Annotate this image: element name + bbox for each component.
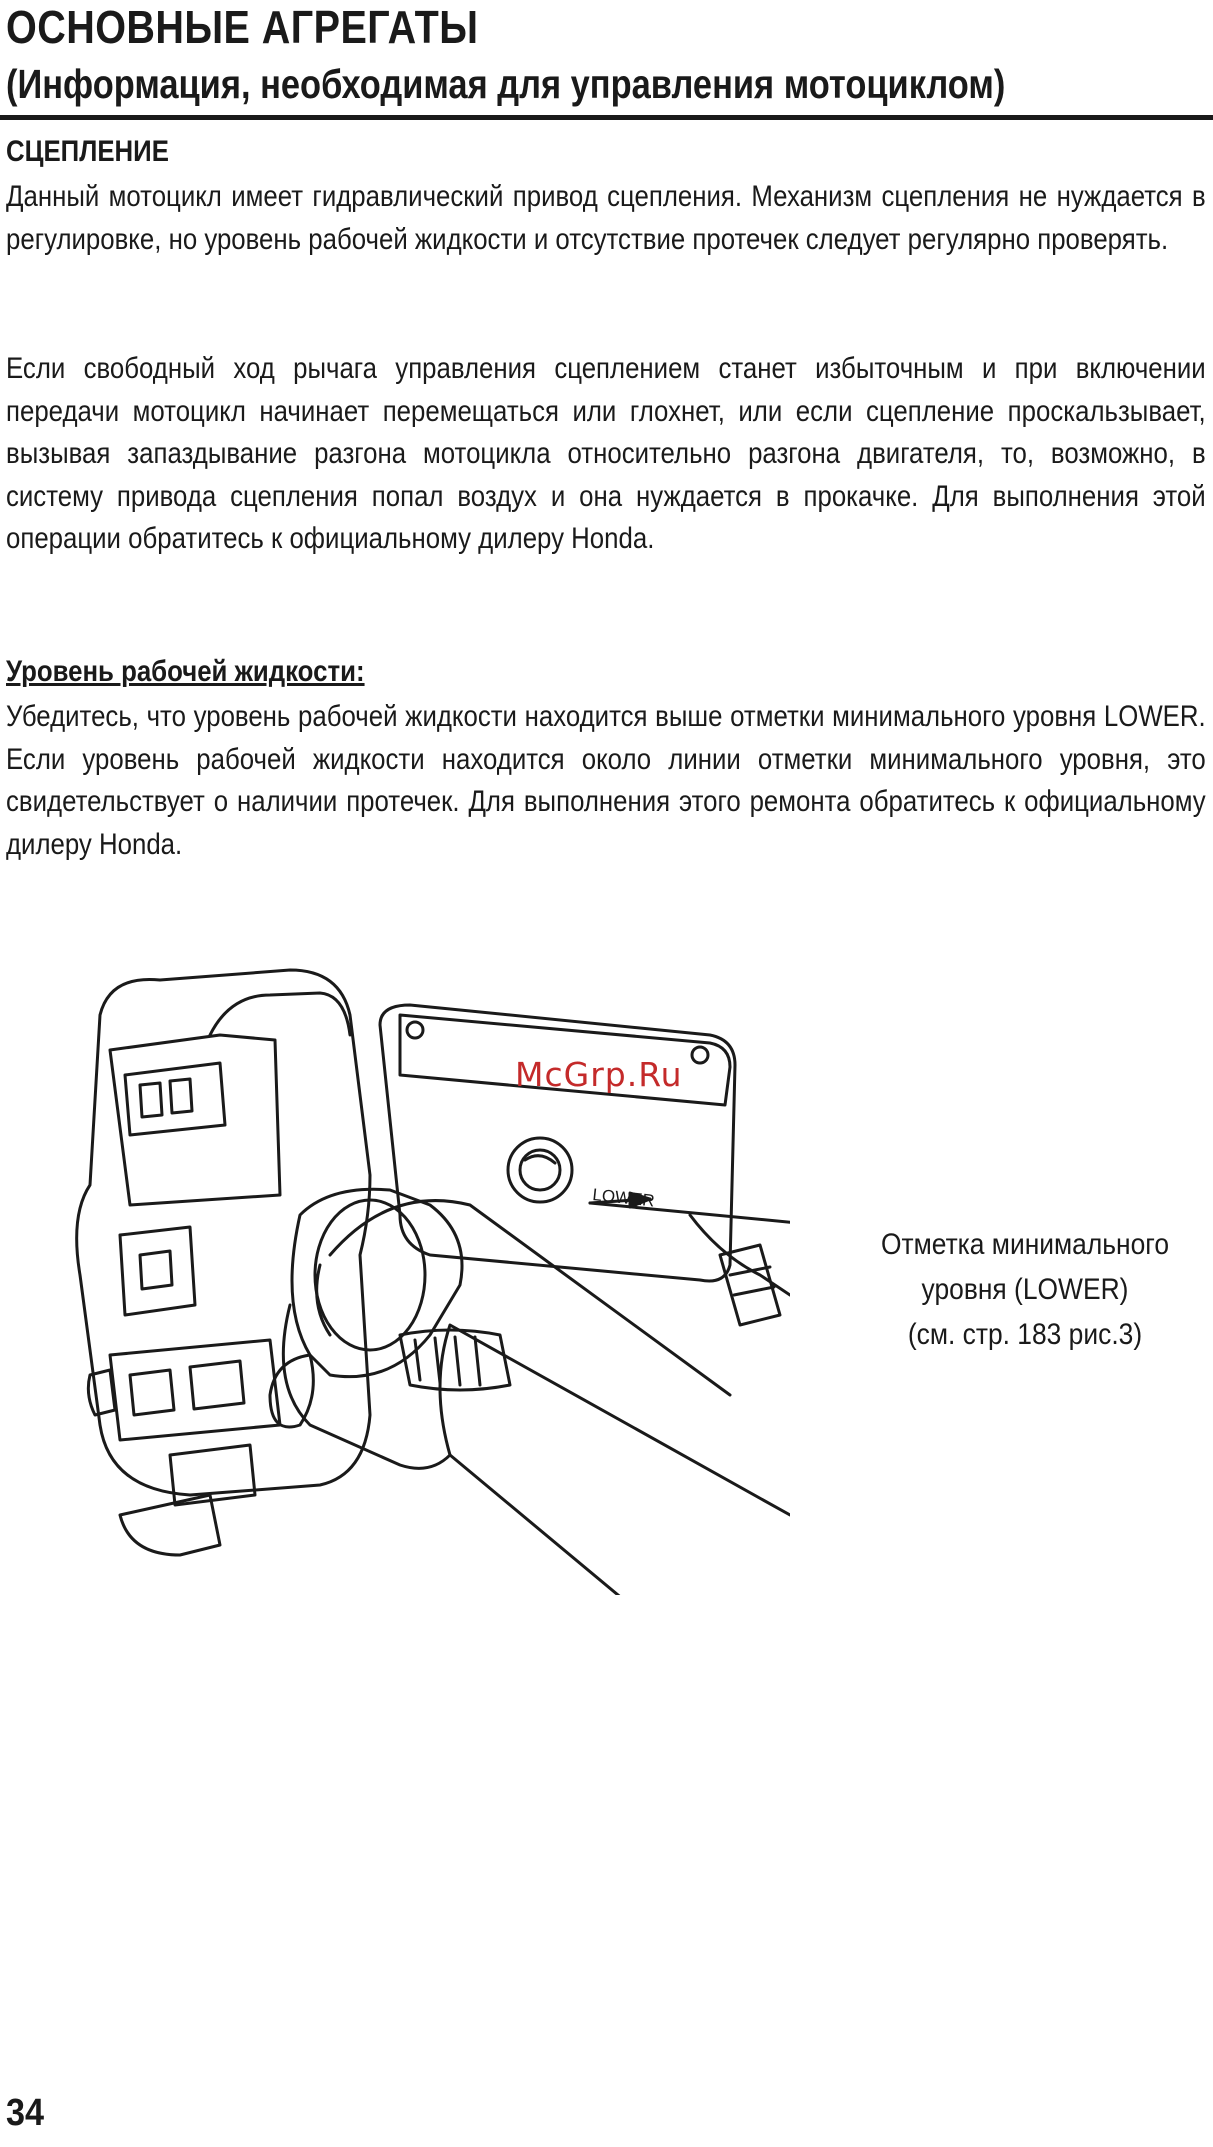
paragraph-fluid-level [6, 696, 1206, 866]
switch-button-middle [120, 1227, 195, 1315]
callout-line: (см. стр. 183 рис.3) [907, 1318, 1143, 1351]
lower-mark-callout [862, 1222, 1188, 1357]
paragraph-text: Данный мотоцикл имеет гидравлический привод сцепления. Механизм сцепления не нуждается в регулировке, но уровень рабочей жидкости и отсутствие протечек следует регулярно проверять. [6, 180, 1206, 256]
switch-button-lower [110, 1340, 280, 1440]
sight-glass [508, 1138, 572, 1202]
callout-line: уровня (LOWER) [921, 1273, 1129, 1306]
watermark: McGrp.Ru [515, 1055, 683, 1094]
page-title: ОСНОВНЫЕ АГРЕГАТЫ [6, 1, 479, 53]
clutch-master-cylinder-illustration [70, 955, 790, 1595]
lower-level-mark: LOWER [591, 1185, 656, 1211]
clutch-hose [690, 1215, 790, 1295]
header-divider [0, 115, 1213, 120]
paragraph-text: Убедитесь, что уровень рабочей жидкости находится выше отметки минимального уровня LOWER. Если уровень рабочей жидкости находится около линии отметки минимального уровня, это свидетельствует о наличии протечек. Для выполнения этого ремонта обратитесь к официальному дилеру Honda. [6, 700, 1206, 861]
page-subtitle: (Информация, необходимая для управления мотоциклом) [6, 61, 1006, 107]
callout-line: Отметка минимального [880, 1228, 1170, 1261]
paragraph-bleeding [6, 348, 1206, 561]
paragraph-text: Если свободный ход рычага управления сцеплением станет избыточным и при включении передачи мотоцикл начинает перемещаться или глохнет, или если сцепление проскальзывает, вызывая запаздывание разгона мотоцикла относительно разгона двигателя, то, возможно, в систему привода сцепления попал воздух и она нуждается в прокачке. Для выполнения этой операции обратитесь к официальному дилеру Honda. [6, 352, 1206, 555]
fluid-level-subheading: Уровень рабочей жидкости: [6, 655, 365, 688]
paragraph-hydraulic-clutch [6, 176, 1206, 261]
page-number: 34 [6, 2092, 45, 2134]
section-heading: СЦЕПЛЕНИЕ [6, 135, 169, 168]
